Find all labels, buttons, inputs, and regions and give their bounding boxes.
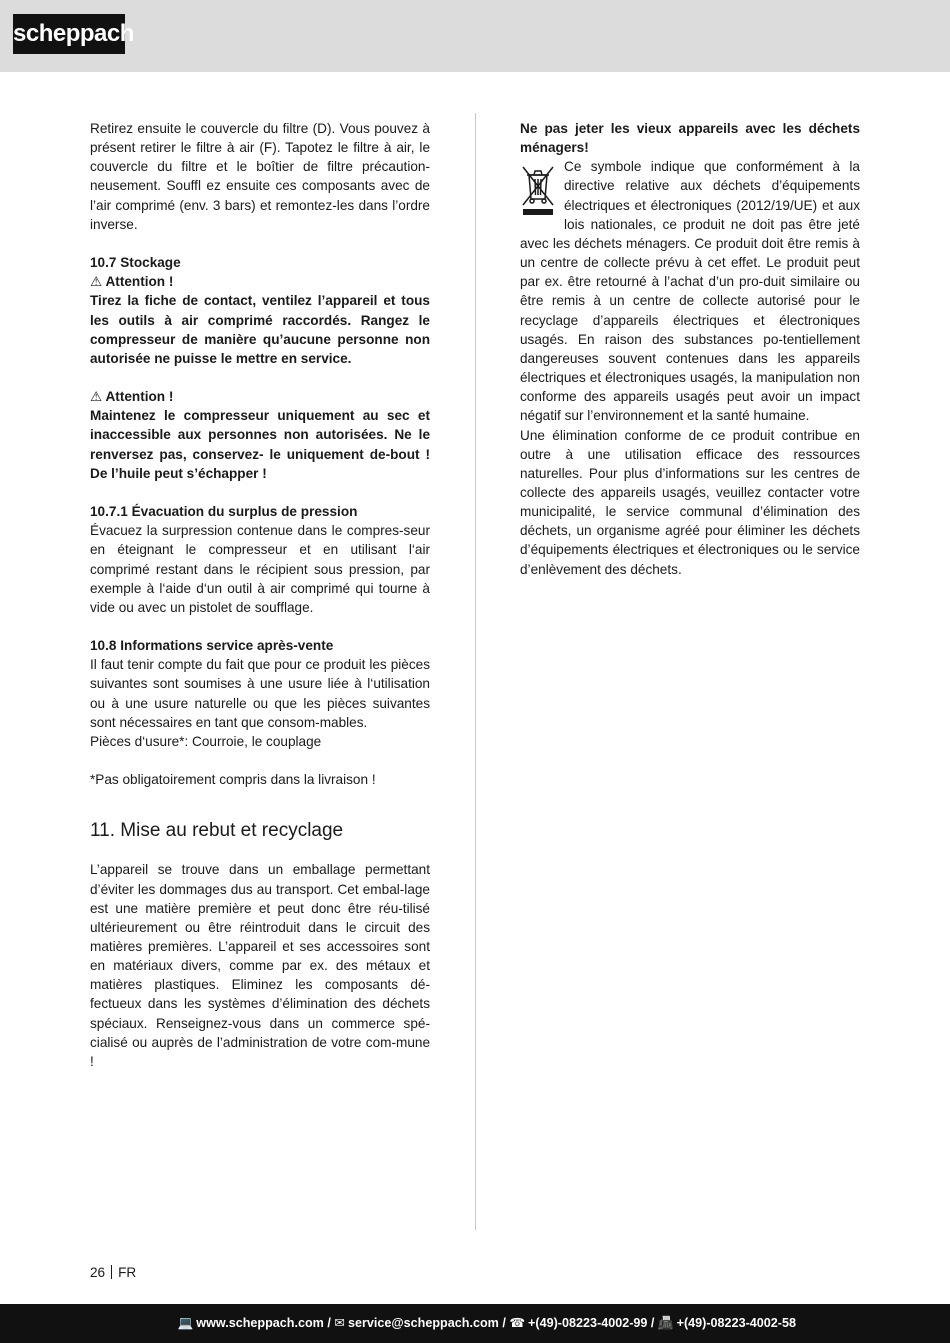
section-10-7-title: 10.7 Stockage xyxy=(90,255,181,271)
service-info-text: Il faut tenir compte du fait que pour ce produit les pièces suivantes sont soumises à une usure liée à l‘utilisation ou à une usure naturelle ou que les pièces suivantes sont nécessaires en tant que consom-mables. xyxy=(90,657,430,730)
footer-separator: / xyxy=(498,1316,510,1330)
footer-email-link[interactable]: service@scheppach.com xyxy=(347,1316,499,1330)
mail-icon: ✉ xyxy=(334,1316,345,1330)
footer-phone[interactable]: +(49)-08223-4002-99 xyxy=(528,1316,648,1330)
page-number xyxy=(90,1265,136,1281)
footer-contacts xyxy=(178,1315,796,1331)
page-number-value: 26 xyxy=(90,1265,106,1280)
attention-label: Attention ! xyxy=(105,389,174,405)
storage-warning-text-1: Tirez la fiche de contact, ventilez l’appareil et tous les outils à air comprimé raccordés. Rangez le compresseur de manière qu’aucune personne non autorisée ne puisse le mettre en service. xyxy=(90,293,430,366)
warning-icon: ⚠ xyxy=(90,389,103,405)
section-11-title: 11. Mise au rebut et recyclage xyxy=(90,820,344,842)
footer-fax[interactable]: +(49)-08223-4002-58 xyxy=(676,1316,796,1330)
section-10-8-title: 10.8 Informations service après-vente xyxy=(90,638,334,654)
page-language: FR xyxy=(118,1265,137,1280)
phone-icon: ☎ xyxy=(509,1316,526,1330)
delivery-note: *Pas obligatoirement compris dans la livraison ! xyxy=(90,772,376,788)
filter-intro-text: Retirez ensuite le couvercle du filtre (D). Vous pouvez à présent retirer le filtre à air (F). Tapotez le filtre à air, le couvercle du filtre et le boîtier de filtre précaution-neusement. Souffl ez ensuite ces composants avec de l’air comprimé (env. 3 bars) et remontez-les dans l’ordre inverse. xyxy=(90,121,430,232)
left-column xyxy=(90,119,430,1071)
weee-block xyxy=(520,157,860,425)
brand-logo[interactable]: scheppach xyxy=(13,14,125,54)
footer-separator: / xyxy=(647,1316,658,1330)
attention-heading-1 xyxy=(90,272,430,291)
computer-icon: 💻 xyxy=(177,1316,194,1330)
wear-parts-text: Pièces d‘usure*: Courroie, le couplage xyxy=(90,733,322,749)
weee-text-2: Une élimination conforme de ce produit contribue en outre à une utilisation efficace des ressources naturelles. Pour plus d’informations sur les centres de collecte des appareils usagés, veuillez contacter votre municipalité, le service communal d’élimination des déchets, un organisme agréé pour éliminer les déchets d’équipements électriques et électroniques ou le service d’enlèvement des déchets. xyxy=(520,427,860,577)
crossed-bin-icon xyxy=(520,163,556,217)
weee-text: Ce symbole indique que conformément à la directive relative aux déchets d’équipements électriques et électroniques (2012/19/UE) et aux lois nationales, ce produit ne doit pas être jeté avec les déchets ménagers. Ce produit doit être remis à un centre de collecte prévu à cet effet. Le produit peut par ex. être retourné à l’achat d’un pro-duit similaire ou être remis à un centre de collecte autorisé pour le recyclage d’appareils électriques et électroniques usagés. En raison des substances po-tentiellement dangereuses souvent contenues dans les appareils électriques et électroniques usagés, la manipulation non conforme des appareils usagés peut avoir un impact négatif sur l’environnement et la santé humaine. xyxy=(520,159,860,424)
right-column xyxy=(520,119,860,579)
header-band xyxy=(0,0,950,72)
warning-icon: ⚠ xyxy=(90,274,103,290)
pressure-release-text: Évacuez la surpression contenue dans le compres-seur en éteignant le compresseur et en utilisant l‘air comprimé restant dans le récipient sous pression, par exemple à l‘aide d‘un outil à air comprimé qui tourne à vide ou avec un pistolet de soufflage. xyxy=(90,523,430,615)
disposal-text: L’appareil se trouve dans un emballage permettant d’éviter les dommages dus au transport. Cet embal-lage est une matière première et peut donc être réu-tilisé ultérieurement ou être réintroduit dans le circuit des matières premières. L’appareil et ses accessoires sont en matériaux divers, comme par ex. des métaux et matières plastiques. Eliminez les composants dé-fectueux dans les systèmes d’élimination des déchets spéciaux. Renseignez-vous dans un commerce spé-cialisé ou auprès de l’administration de votre com-mune ! xyxy=(90,862,430,1069)
attention-heading-2 xyxy=(90,387,430,406)
footer-bar xyxy=(0,1304,950,1343)
footer-website-link[interactable]: www.scheppach.com xyxy=(196,1316,324,1330)
storage-warning-text-2: Maintenez le compresseur uniquement au sec et inaccessible aux personnes non autorisées. Ne le renversez pas, conservez- le uniquement de-bout ! De l’huile peut s’échapper ! xyxy=(90,408,430,481)
column-divider xyxy=(475,113,476,1230)
attention-label: Attention ! xyxy=(105,274,174,290)
page-number-separator xyxy=(111,1265,112,1279)
fax-icon: 📠 xyxy=(657,1316,674,1330)
section-10-7-1-title: 10.7.1 Évacuation du surplus de pression xyxy=(90,504,358,520)
weee-title: Ne pas jeter les vieux appareils avec les déchets ménagers! xyxy=(520,121,860,156)
footer-separator: / xyxy=(323,1316,335,1330)
